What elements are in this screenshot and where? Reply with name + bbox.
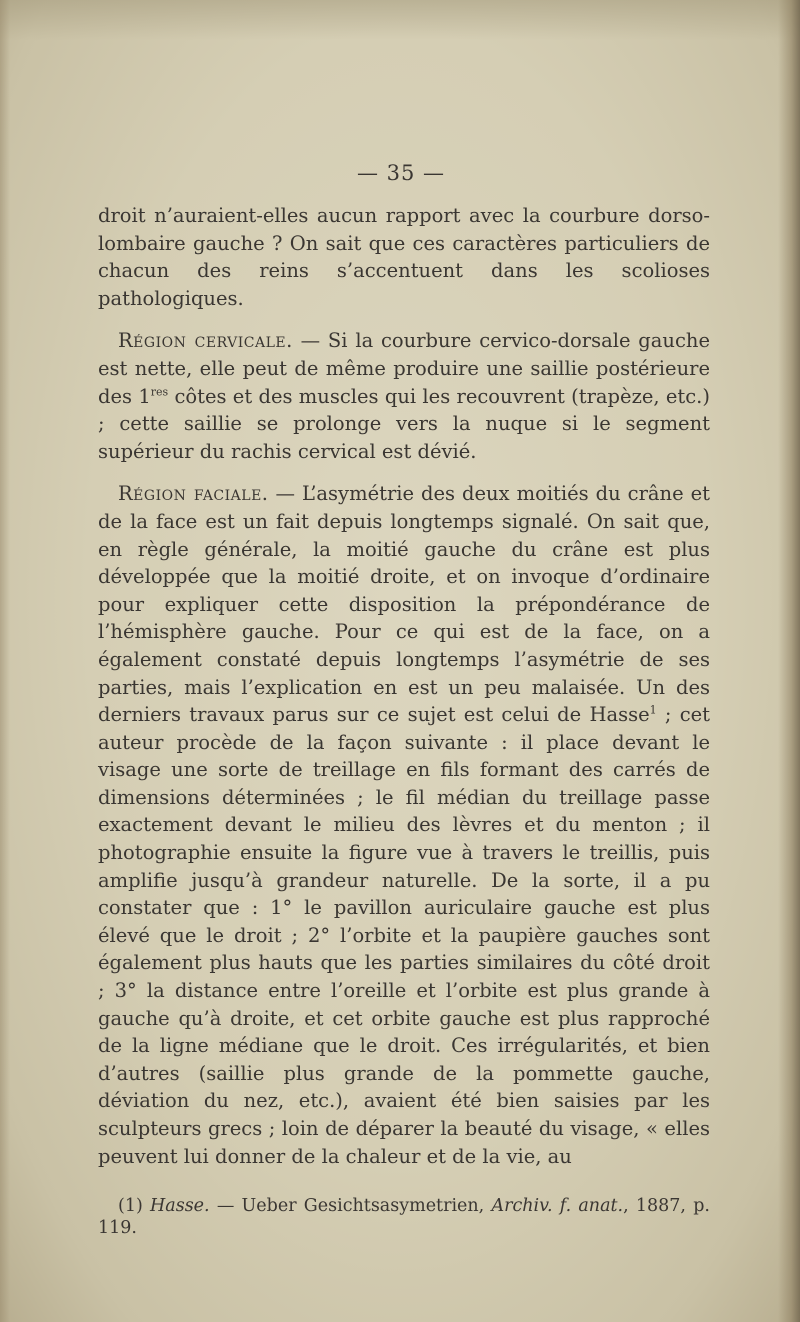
page-binding-edge bbox=[778, 0, 800, 1322]
paragraph-continuation: droit n’auraient-elles aucun rapport avec la courbure dorso-lombaire gauche ? On sait que ces caractères particuliers de chacun des reins s’accentuent dans les scolioses pathologiques. bbox=[98, 204, 710, 310]
section-heading-facial: Région faciale. bbox=[118, 482, 269, 506]
facial-text-part-b: ; cet auteur procède de la façon suivante : il place devant le visage une sorte de treillage en fils formant des carrés de dimensions déterminées ; le fil médian du treillage passe exactement devant le milieu des lèvres et du menton ; il photographie ensuite la figure vue à travers le treillis, puis amplifie jusqu’à grandeur naturelle. De la sorte, il a pu constater que : 1° le pavillon auriculaire gauche est plus élevé que le droit ; 2° l’orbite et la paupière gauches sont également plus hauts que les parties similaires du côté droit ; 3° la distance entre l’oreille et l’orbite est plus grande à gauche qu’à droite, et cet orbite gauche est plus rapproché de la ligne médiane que le droit. Ces irrégularités, et bien d’autres (saillie plus grande de la pommette gauche, déviation du nez, etc.), avaient été bien saisies par les sculpteurs grecs ; loin de déparer la beauté du visage, « elles peuvent lui donner de la chaleur et de la vie, au bbox=[98, 703, 711, 1168]
page-number: — 35 — bbox=[356, 161, 446, 185]
footnote-reference: 1 bbox=[649, 703, 657, 717]
cervical-text-part-a: — Si la courbure cervico-dorsale gauche est nette, elle peut de même produire une saillie postérieure des 1 bbox=[98, 329, 710, 408]
paragraph-facial-region bbox=[98, 480, 710, 1170]
page-text-block bbox=[98, 160, 710, 1257]
footnote-marker: (1) bbox=[118, 1196, 143, 1217]
footnote-author: Hasse. bbox=[150, 1196, 210, 1217]
cervical-text-part-b: côtes et des muscles qui les recouvrent (trapèze, etc.) ; cette saillie se prolonge vers la nuque si le segment supérieur du rachis cervical est dévié. bbox=[98, 384, 710, 463]
superscript-res: res bbox=[150, 385, 169, 399]
facial-text-part-a: — L’asymétrie des deux moitiés du crâne et de la face est un fait depuis longtemps signalé. On sait que, en règle générale, la moitié gauche du crâne est plus développée que la moitié droite, et on invoque d’ordinaire pour expliquer cette disposition la prépondérance de l’hémisphère gauche. Pour ce qui est de la face, on a également constaté depuis longtemps l’asymétrie de ses parties, mais l’explication en est un peu malaisée. Un des derniers travaux parus sur ce sujet est celui de Hasse bbox=[98, 482, 710, 727]
footnote bbox=[98, 1195, 710, 1239]
section-heading-cervical: Région cervicale. bbox=[118, 329, 293, 353]
paragraph-cervical-region bbox=[98, 327, 710, 465]
footnote-journal: Archiv. f. anat. bbox=[491, 1196, 624, 1217]
footnote-citation: , 1887, p. 119. bbox=[98, 1196, 710, 1239]
page-shadow-left bbox=[0, 0, 10, 1322]
footnote-title: — Ueber Gesichtsasymetrien, bbox=[209, 1196, 492, 1217]
page-shadow-top bbox=[0, 0, 800, 40]
